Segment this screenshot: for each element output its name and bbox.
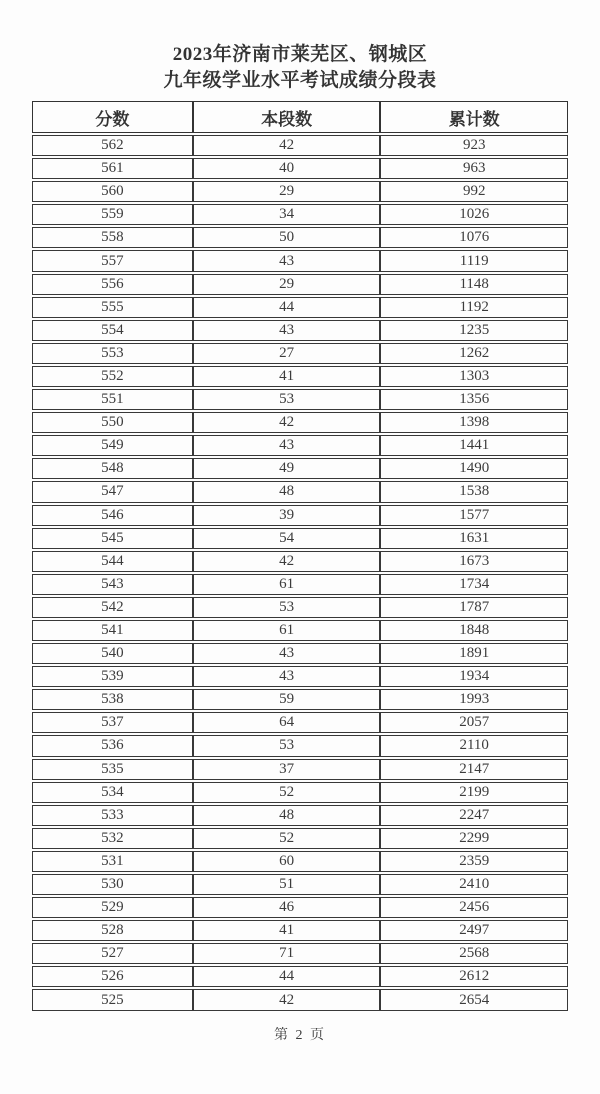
table-row — [32, 874, 568, 895]
table-row — [32, 250, 568, 271]
table-row — [32, 759, 568, 780]
score-cell: 553 — [32, 343, 193, 364]
cumulative-count-cell: 1538 — [380, 481, 568, 502]
table-row — [32, 435, 568, 456]
segment-count-cell: 48 — [193, 481, 381, 502]
cumulative-count-cell: 2057 — [380, 712, 568, 733]
segment-count-cell: 51 — [193, 874, 381, 895]
table-row — [32, 297, 568, 318]
score-cell: 543 — [32, 574, 193, 595]
score-cell: 541 — [32, 620, 193, 641]
segment-count-cell: 29 — [193, 181, 381, 202]
table-row — [32, 828, 568, 849]
cumulative-count-cell: 1148 — [380, 274, 568, 295]
title-line-1: 2023年济南市莱芜区、钢城区 — [172, 44, 428, 65]
table-row — [32, 897, 568, 918]
table-row — [32, 574, 568, 595]
score-cell: 557 — [32, 250, 193, 271]
segment-count-cell: 50 — [193, 227, 381, 248]
segment-count-cell: 53 — [193, 735, 381, 756]
score-cell: 525 — [32, 989, 193, 1010]
table-row — [32, 920, 568, 941]
score-cell: 538 — [32, 689, 193, 710]
segment-count-cell: 42 — [193, 412, 381, 433]
score-cell: 558 — [32, 227, 193, 248]
cumulative-count-cell: 1192 — [380, 297, 568, 318]
score-cell: 536 — [32, 735, 193, 756]
segment-count-cell: 29 — [193, 274, 381, 295]
segment-count-cell: 43 — [193, 435, 381, 456]
segment-count-cell: 27 — [193, 343, 381, 364]
segment-count-cell: 34 — [193, 204, 381, 225]
segment-count-cell: 43 — [193, 250, 381, 271]
segment-count-cell: 53 — [193, 389, 381, 410]
score-cell: 535 — [32, 759, 193, 780]
table-row — [32, 989, 568, 1010]
table-row — [32, 528, 568, 549]
score-cell: 549 — [32, 435, 193, 456]
segment-count-cell: 71 — [193, 943, 381, 964]
segment-count-cell: 43 — [193, 320, 381, 341]
title-line-2: 九年级学业水平考试成绩分段表 — [163, 70, 437, 91]
score-cell: 539 — [32, 666, 193, 687]
segment-count-cell: 40 — [193, 158, 381, 179]
cumulative-count-cell: 2199 — [380, 782, 568, 803]
score-cell: 551 — [32, 389, 193, 410]
score-cell: 537 — [32, 712, 193, 733]
table-row — [32, 551, 568, 572]
score-cell: 531 — [32, 851, 193, 872]
segment-count-cell: 64 — [193, 712, 381, 733]
cumulative-count-cell: 1787 — [380, 597, 568, 618]
cumulative-count-cell: 923 — [380, 135, 568, 156]
cumulative-count-cell: 2110 — [380, 735, 568, 756]
cumulative-count-cell: 1441 — [380, 435, 568, 456]
cumulative-count-cell: 963 — [380, 158, 568, 179]
table-row — [32, 966, 568, 987]
score-cell: 544 — [32, 551, 193, 572]
table-row — [32, 735, 568, 756]
table-row — [32, 343, 568, 364]
segment-count-cell: 41 — [193, 920, 381, 941]
score-cell: 555 — [32, 297, 193, 318]
segment-count-cell: 37 — [193, 759, 381, 780]
cumulative-count-cell: 2410 — [380, 874, 568, 895]
segment-count-cell: 61 — [193, 574, 381, 595]
score-cell: 552 — [32, 366, 193, 387]
table-row — [32, 481, 568, 502]
segment-count-cell: 44 — [193, 966, 381, 987]
segment-count-cell: 42 — [193, 989, 381, 1010]
page-number: 第 2 页 — [274, 1027, 326, 1043]
score-cell: 540 — [32, 643, 193, 664]
cumulative-count-cell: 1848 — [380, 620, 568, 641]
table-row — [32, 366, 568, 387]
table-row — [32, 782, 568, 803]
segment-count-cell: 52 — [193, 828, 381, 849]
table-row — [32, 597, 568, 618]
segment-count-cell: 42 — [193, 135, 381, 156]
score-cell: 547 — [32, 481, 193, 502]
cumulative-count-cell: 1891 — [380, 643, 568, 664]
cumulative-count-cell: 1631 — [380, 528, 568, 549]
cumulative-count-cell: 1673 — [380, 551, 568, 572]
cumulative-count-cell: 2497 — [380, 920, 568, 941]
cumulative-count-cell: 1076 — [380, 227, 568, 248]
segment-count-cell: 43 — [193, 666, 381, 687]
score-cell: 545 — [32, 528, 193, 549]
cumulative-count-cell: 1303 — [380, 366, 568, 387]
table-row — [32, 320, 568, 341]
table-row — [32, 643, 568, 664]
score-cell: 556 — [32, 274, 193, 295]
cumulative-count-cell: 1398 — [380, 412, 568, 433]
score-cell: 542 — [32, 597, 193, 618]
cumulative-count-cell: 1262 — [380, 343, 568, 364]
score-cell: 530 — [32, 874, 193, 895]
cumulative-count-cell: 1734 — [380, 574, 568, 595]
score-cell: 532 — [32, 828, 193, 849]
segment-count-cell: 48 — [193, 805, 381, 826]
segment-count-cell: 39 — [193, 505, 381, 526]
score-cell: 528 — [32, 920, 193, 941]
table-row — [32, 389, 568, 410]
score-cell: 533 — [32, 805, 193, 826]
table-row — [32, 666, 568, 687]
table-row — [32, 712, 568, 733]
table-row — [32, 620, 568, 641]
cumulative-count-cell: 2247 — [380, 805, 568, 826]
segment-count-cell: 43 — [193, 643, 381, 664]
table-row — [32, 689, 568, 710]
table-row — [32, 805, 568, 826]
segment-count-cell: 46 — [193, 897, 381, 918]
score-cell: 534 — [32, 782, 193, 803]
segment-count-cell: 44 — [193, 297, 381, 318]
cumulative-count-cell: 1235 — [380, 320, 568, 341]
score-cell: 550 — [32, 412, 193, 433]
cumulative-count-cell: 2612 — [380, 966, 568, 987]
table-row — [32, 412, 568, 433]
table-row — [32, 227, 568, 248]
header-row — [32, 101, 568, 133]
segment-count-cell: 54 — [193, 528, 381, 549]
table-row — [32, 181, 568, 202]
header-score: 分数 — [32, 101, 193, 133]
table-row — [32, 505, 568, 526]
cumulative-count-cell: 2359 — [380, 851, 568, 872]
table-row — [32, 274, 568, 295]
segment-count-cell: 41 — [193, 366, 381, 387]
segment-count-cell: 52 — [193, 782, 381, 803]
table-row — [32, 458, 568, 479]
segment-count-cell: 49 — [193, 458, 381, 479]
score-cell: 559 — [32, 204, 193, 225]
segment-count-cell: 42 — [193, 551, 381, 572]
table-row — [32, 851, 568, 872]
score-cell: 529 — [32, 897, 193, 918]
header-cumulative-count: 累计数 — [380, 101, 568, 133]
score-cell: 561 — [32, 158, 193, 179]
score-cell: 554 — [32, 320, 193, 341]
score-cell: 562 — [32, 135, 193, 156]
table-row — [32, 158, 568, 179]
cumulative-count-cell: 2147 — [380, 759, 568, 780]
cumulative-count-cell: 2299 — [380, 828, 568, 849]
cumulative-count-cell: 1119 — [380, 250, 568, 271]
cumulative-count-cell: 1356 — [380, 389, 568, 410]
score-cell: 526 — [32, 966, 193, 987]
header-segment-count: 本段数 — [193, 101, 381, 133]
table-row — [32, 135, 568, 156]
cumulative-count-cell: 1577 — [380, 505, 568, 526]
cumulative-count-cell: 1993 — [380, 689, 568, 710]
segment-count-cell: 60 — [193, 851, 381, 872]
score-cell: 527 — [32, 943, 193, 964]
cumulative-count-cell: 1934 — [380, 666, 568, 687]
cumulative-count-cell: 2456 — [380, 897, 568, 918]
segment-count-cell: 59 — [193, 689, 381, 710]
cumulative-count-cell: 992 — [380, 181, 568, 202]
cumulative-count-cell: 2568 — [380, 943, 568, 964]
cumulative-count-cell: 1026 — [380, 204, 568, 225]
score-cell: 546 — [32, 505, 193, 526]
score-distribution-table — [32, 99, 568, 1013]
segment-count-cell: 53 — [193, 597, 381, 618]
cumulative-count-cell: 2654 — [380, 989, 568, 1010]
score-cell: 560 — [32, 181, 193, 202]
document-title — [0, 0, 600, 94]
cumulative-count-cell: 1490 — [380, 458, 568, 479]
table-row — [32, 943, 568, 964]
table-body — [32, 135, 568, 1011]
segment-count-cell: 61 — [193, 620, 381, 641]
table-row — [32, 204, 568, 225]
score-cell: 548 — [32, 458, 193, 479]
